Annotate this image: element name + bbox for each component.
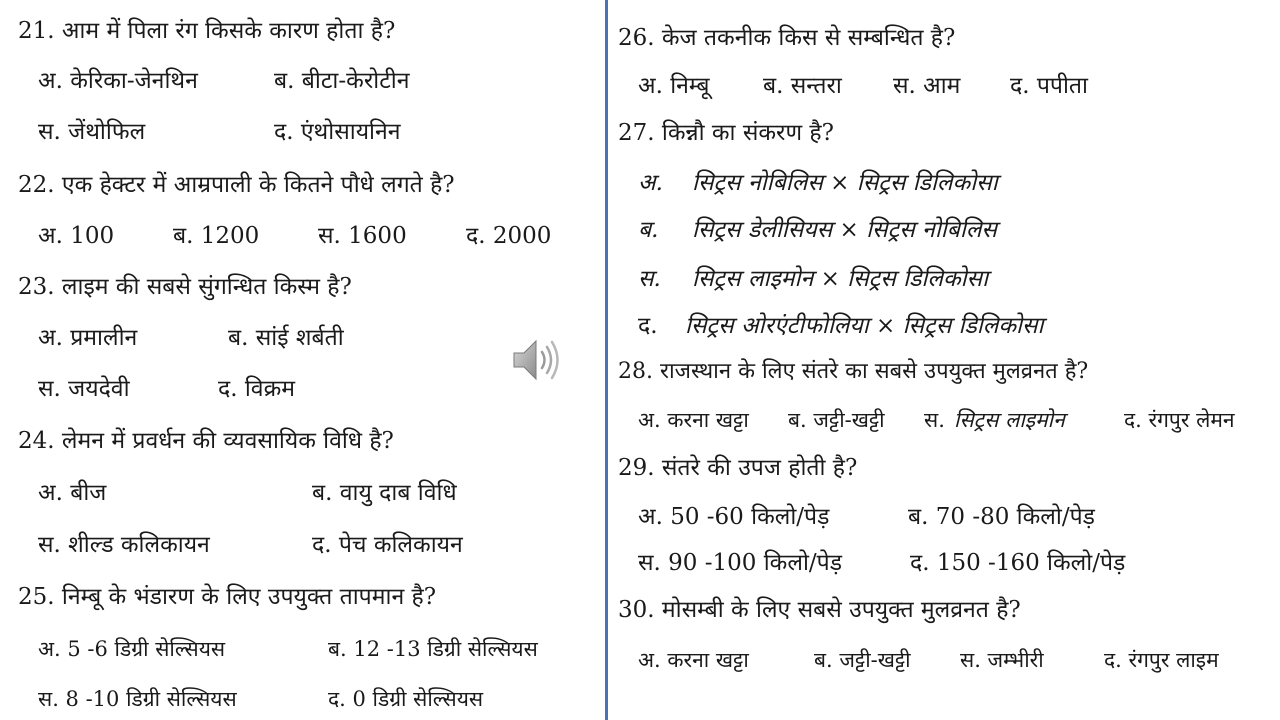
q28-option-c-label: स. (924, 408, 945, 432)
q30-option-c: स. जम्भीरी (960, 648, 1044, 672)
q25-option-a: अ. 5 -6 डिग्री सेल्सियस (38, 637, 226, 661)
q27-option-b: सिट्रस डेलीसियस × सिट्रस नोबिलिस (692, 217, 997, 243)
q23-option-c: स. जयदेवी (38, 376, 130, 402)
q26-option-b: ब. सन्तरा (763, 73, 842, 99)
q27-option-d: सिट्रस ओरएंटीफोलिया × सिट्रस डिलिकोसा (685, 313, 1044, 339)
question-29: 29. संतरे की उपज होती है? (618, 455, 858, 481)
question-28: 28. राजस्थान के लिए संतरे का सबसे उपयुक्त मुलव्रनत है? (618, 359, 1089, 384)
q22-option-d: द. 2000 (466, 223, 552, 249)
q21-option-d: द. एंथोसायनिन (274, 119, 401, 145)
q26-option-d: द. पपीता (1010, 73, 1088, 99)
q27-option-a-label: अ. (638, 170, 663, 196)
q28-option-a: अ. करना खट्टा (638, 408, 749, 432)
q24-option-b: ब. वायु दाब विधि (312, 480, 457, 506)
q30-option-d: द. रंगपुर लाइम (1104, 648, 1219, 672)
q21-option-a: अ. केरिका-जेनथिन (38, 68, 198, 94)
q21-option-c: स. जेंथोफिल (38, 119, 146, 145)
q27-option-b-label: ब. (638, 217, 659, 243)
q27-option-d-label: द. (638, 313, 658, 339)
question-24: 24. लेमन में प्रवर्धन की व्यवसायिक विधि है? (18, 428, 394, 454)
q28-option-d: द. रंगपुर लेमन (1124, 408, 1235, 432)
question-22: 22. एक हेक्टर में आम्रपाली के कितने पौधे लगते है? (18, 172, 455, 198)
q26-option-c: स. आम (893, 73, 961, 99)
q29-option-c: स. 90 -100 किलो/पेड़ (638, 550, 843, 576)
q30-option-b: ब. जट्टी-खट्टी (814, 648, 911, 672)
q29-option-d: द. 150 -160 किलो/पेड़ (910, 550, 1126, 576)
q28-option-b: ब. जट्टी-खट्टी (788, 408, 885, 432)
q23-option-a: अ. प्रमालीन (38, 325, 138, 351)
q29-option-b: ब. 70 -80 किलो/पेड़ (908, 504, 1095, 530)
question-26: 26. केज तकनीक किस से सम्बन्धित है? (618, 25, 956, 51)
q23-option-d: द. विक्रम (218, 376, 295, 402)
question-27: 27. किन्नौ का संकरण है? (618, 120, 834, 146)
q27-option-c-label: स. (638, 266, 661, 292)
q28-option-c: सिट्रस लाइमोन (954, 408, 1065, 432)
q24-option-c: स. शील्ड कलिकायन (38, 532, 210, 558)
q25-option-d: द. 0 डिग्री सेल्सियस (328, 687, 484, 711)
q22-option-a: अ. 100 (38, 223, 115, 249)
q23-option-b: ब. सांई शर्बती (228, 325, 344, 351)
q27-option-a: सिट्रस नोबिलिस × सिट्रस डिलिकोसा (692, 170, 998, 196)
q24-option-d: द. पेच कलिकायन (312, 532, 463, 558)
question-21: 21. आम में पिला रंग किसके कारण होता है? (18, 18, 396, 44)
speaker-audio-icon[interactable] (510, 335, 564, 385)
q30-option-a: अ. करना खट्टा (638, 648, 749, 672)
question-30: 30. मोसम्बी के लिए सबसे उपयुक्त मुलव्रनत है? (618, 597, 1021, 623)
q25-option-c: स. 8 -10 डिग्री सेल्सियस (38, 687, 237, 711)
q25-option-b: ब. 12 -13 डिग्री सेल्सियस (328, 637, 538, 661)
question-25: 25. निम्बू के भंडारण के लिए उपयुक्त तापमान है? (18, 584, 437, 610)
q24-option-a: अ. बीज (38, 480, 107, 506)
q22-option-c: स. 1600 (318, 223, 407, 249)
question-23: 23. लाइम की सबसे सुंगन्धित किस्म है? (18, 274, 352, 300)
q22-option-b: ब. 1200 (173, 223, 260, 249)
q26-option-a: अ. निम्बू (638, 73, 710, 99)
q29-option-a: अ. 50 -60 किलो/पेड़ (638, 504, 830, 530)
q27-option-c: सिट्रस लाइमोन × सिट्रस डिलिकोसा (692, 266, 989, 292)
column-divider (605, 0, 608, 720)
q21-option-b: ब. बीटा-केरोटीन (274, 68, 410, 94)
